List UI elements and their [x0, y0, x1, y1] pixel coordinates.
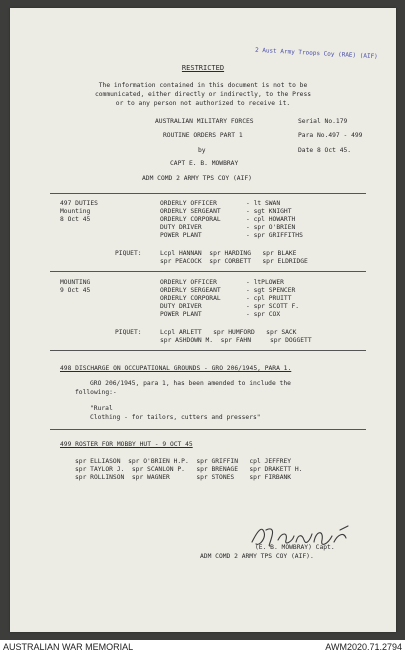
duty-name: - spr O'BRIEN [246, 224, 296, 231]
picquet-line: spr PEACOCK spr CORBETT spr ELDRIDGE [160, 258, 308, 265]
divider [50, 271, 366, 272]
duty-name: - spr COX [246, 311, 281, 318]
duty-name: - lt SWAN [246, 200, 281, 207]
duty-name: - spr GRIFFITHS [246, 232, 303, 239]
picquet-line: Lcpl HANNAN spr HARDING spr BLAKE [160, 250, 297, 257]
duty-role: DUTY DRIVER [160, 224, 202, 231]
duty-name: - spr SCOTT F. [246, 303, 300, 310]
duty-role: ORDERLY CORPORAL [160, 295, 221, 302]
signatory-unit: ADM COMD 2 ARMY TPS COY (AIF). [200, 553, 314, 560]
classification-heading: RESTRICTED [181, 64, 225, 72]
section-heading: 497 DUTIES [60, 200, 98, 207]
unit-name: ADM COMD 2 ARMY TPS COY (AIF) [142, 175, 252, 182]
duty-role: ORDERLY SERGEANT [160, 287, 221, 294]
duty-role: ORDERLY SERGEANT [160, 208, 221, 215]
duty-role: POWER PLANT [160, 311, 202, 318]
duty-role: ORDERLY OFFICER [160, 279, 217, 286]
section-heading: 498 DISCHARGE ON OCCUPATIONAL GROUNDS - GRO 206/1945, PARA 1. [60, 365, 292, 372]
duty-name: - cpl PRUITT [246, 295, 292, 302]
duty-role: DUTY DRIVER [160, 303, 202, 310]
orders-title: ROUTINE ORDERS PART 1 [163, 132, 243, 139]
duty-name: - sgt SPENCER [246, 287, 296, 294]
section-heading: MOUNTING [60, 279, 91, 286]
orders-by: by [198, 147, 206, 154]
notice-line: The information contained in this document is not to be [98, 82, 308, 89]
duty-name: - ltPLOWER [246, 279, 284, 286]
organisation: AUSTRALIAN MILITARY FORCES [155, 118, 254, 125]
duty-role: ORDERLY CORPORAL [160, 216, 221, 223]
picquet-line: Lcpl ARLETT spr HUMFORD spr SACK [160, 329, 297, 336]
serial-number: Serial No.179 [298, 118, 348, 125]
divider [50, 193, 366, 194]
body-line: GRO 206/1945, para 1, has been amended to include the [90, 380, 291, 387]
roster-line: spr ROLLINSON spr WAGNER spr STONES spr FIRBANK [75, 474, 292, 481]
notice-line: or to any person not authorized to receive it. [115, 100, 291, 107]
section-heading: 499 ROSTER FOR MOBBY HUT - 9 OCT 45 [60, 441, 193, 448]
commanding-officer: CAPT E. B. MOWBRAY [170, 160, 239, 167]
picquet-line: spr ASHDOWN M. spr FAHN spr DOGGETT [160, 337, 312, 344]
notice-line: communicated, either directly or indirectly, to the Press [94, 91, 312, 98]
archive-footer [0, 640, 405, 653]
duty-name: - sgt KNIGHT [246, 208, 292, 215]
duty-name: - cpl HOWARTH [246, 216, 296, 223]
quote-line: Clothing - for tailors, cutters and pressers" [90, 414, 261, 421]
section-date: 8 Oct 45 [60, 216, 91, 223]
roster-line: spr ELLIASON spr O'BRIEN H.P. spr GRIFFIN cpl JEFFREY [75, 458, 292, 465]
archive-reference: AWM2020.71.2794 [325, 642, 402, 652]
divider [50, 429, 366, 430]
picquet-label: PIQUET: [115, 250, 142, 257]
order-date: Date 8 Oct 45. [298, 147, 352, 154]
section-subheading: Mounting [60, 208, 91, 215]
duty-role: POWER PLANT [160, 232, 202, 239]
para-number: Para No.497 - 499 [298, 132, 363, 139]
body-line: following:- [75, 389, 117, 396]
signatory-name: (E. B. MOWBRAY) Capt. [255, 544, 335, 551]
divider [50, 350, 366, 351]
quote-line: "Rural [90, 405, 113, 412]
unit-stamp: 2 Aust Army Troops Coy (RAE) (AIF) [254, 46, 378, 61]
archive-name: AUSTRALIAN WAR MEMORIAL [3, 642, 134, 652]
document-page [10, 8, 396, 632]
duty-role: ORDERLY OFFICER [160, 200, 217, 207]
picquet-label: PIQUET: [115, 329, 142, 336]
section-date: 9 Oct 45 [60, 287, 91, 294]
roster-line: spr TAYLOR J. spr SCANLON P. spr BRENAGE spr DRAKETT H. [75, 466, 303, 473]
